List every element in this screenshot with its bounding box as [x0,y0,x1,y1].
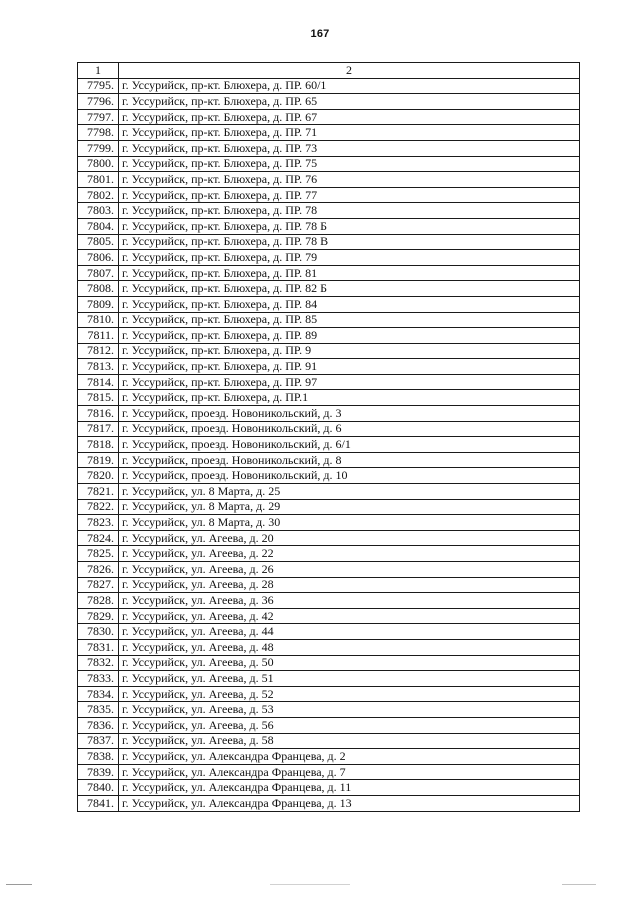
row-address: г. Уссурийск, ул. Агеева, д. 36 [119,593,580,609]
row-address: г. Уссурийск, пр-кт. Блюхера, д. ПР. 67 [119,109,580,125]
address-table [77,62,580,812]
row-number: 7818. [78,437,119,453]
row-address: г. Уссурийск, ул. Александра Францева, д. 7 [119,764,580,780]
table-row [78,639,580,655]
table-row [78,265,580,281]
row-number: 7815. [78,390,119,406]
table-row [78,780,580,796]
row-address: г. Уссурийск, ул. Агеева, д. 52 [119,686,580,702]
row-number: 7828. [78,593,119,609]
table-row [78,484,580,500]
row-address: г. Уссурийск, пр-кт. Блюхера, д. ПР. 77 [119,187,580,203]
row-address: г. Уссурийск, проезд. Новоникольский, д. 8 [119,452,580,468]
row-number: 7812. [78,343,119,359]
row-number: 7833. [78,671,119,687]
row-address: г. Уссурийск, пр-кт. Блюхера, д. ПР. 78 Б [119,218,580,234]
row-address: г. Уссурийск, ул. Агеева, д. 42 [119,608,580,624]
row-number: 7835. [78,702,119,718]
row-address: г. Уссурийск, ул. Агеева, д. 20 [119,530,580,546]
column-header-address: 2 [119,63,580,79]
row-number: 7821. [78,484,119,500]
row-number: 7822. [78,499,119,515]
table-row [78,421,580,437]
table-row [78,749,580,765]
table-row [78,374,580,390]
column-header-number: 1 [78,63,119,79]
row-number: 7831. [78,639,119,655]
table-row [78,562,580,578]
table-row [78,546,580,562]
row-address: г. Уссурийск, пр-кт. Блюхера, д. ПР. 91 [119,359,580,375]
row-address: г. Уссурийск, ул. 8 Марта, д. 30 [119,515,580,531]
row-number: 7826. [78,562,119,578]
table-row [78,328,580,344]
row-address: г. Уссурийск, ул. Агеева, д. 44 [119,624,580,640]
table-row [78,452,580,468]
row-number: 7837. [78,733,119,749]
row-number: 7810. [78,312,119,328]
row-number: 7806. [78,250,119,266]
table-row [78,94,580,110]
row-number: 7804. [78,218,119,234]
table-row [78,234,580,250]
row-address: г. Уссурийск, проезд. Новоникольский, д. 6/1 [119,437,580,453]
row-number: 7841. [78,795,119,811]
table-row [78,671,580,687]
table-row [78,359,580,375]
row-address: г. Уссурийск, ул. 8 Марта, д. 25 [119,484,580,500]
row-number: 7817. [78,421,119,437]
table-row [78,172,580,188]
row-address: г. Уссурийск, ул. Александра Францева, д. 2 [119,749,580,765]
row-address: г. Уссурийск, пр-кт. Блюхера, д. ПР. 65 [119,94,580,110]
row-address: г. Уссурийск, пр-кт. Блюхера, д. ПР. 81 [119,265,580,281]
row-number: 7800. [78,156,119,172]
row-number: 7797. [78,109,119,125]
table-row [78,468,580,484]
row-number: 7820. [78,468,119,484]
row-address: г. Уссурийск, пр-кт. Блюхера, д. ПР. 76 [119,172,580,188]
table-row [78,125,580,141]
table-row [78,733,580,749]
table-row [78,281,580,297]
row-number: 7796. [78,94,119,110]
row-number: 7825. [78,546,119,562]
table-row [78,530,580,546]
scan-artifacts [0,884,640,888]
row-number: 7811. [78,328,119,344]
row-number: 7805. [78,234,119,250]
row-number: 7834. [78,686,119,702]
row-address: г. Уссурийск, пр-кт. Блюхера, д. ПР. 9 [119,343,580,359]
row-address: г. Уссурийск, ул. Александра Францева, д. 13 [119,795,580,811]
row-number: 7801. [78,172,119,188]
row-address: г. Уссурийск, пр-кт. Блюхера, д. ПР. 84 [119,296,580,312]
table-row [78,577,580,593]
table-body [78,78,580,811]
row-number: 7839. [78,764,119,780]
row-address: г. Уссурийск, ул. Агеева, д. 56 [119,717,580,733]
row-number: 7813. [78,359,119,375]
table-row [78,343,580,359]
row-address: г. Уссурийск, ул. Агеева, д. 26 [119,562,580,578]
row-number: 7808. [78,281,119,297]
table-row [78,593,580,609]
row-number: 7840. [78,780,119,796]
row-address: г. Уссурийск, ул. Агеева, д. 22 [119,546,580,562]
table-row [78,702,580,718]
row-address: г. Уссурийск, ул. 8 Марта, д. 29 [119,499,580,515]
row-number: 7799. [78,140,119,156]
table-row [78,717,580,733]
table-row [78,78,580,94]
table-row [78,203,580,219]
row-number: 7809. [78,296,119,312]
table-row [78,655,580,671]
table-row [78,437,580,453]
row-address: г. Уссурийск, пр-кт. Блюхера, д. ПР. 75 [119,156,580,172]
table-row [78,250,580,266]
table-row [78,390,580,406]
table-row [78,499,580,515]
row-address: г. Уссурийск, ул. Агеева, д. 58 [119,733,580,749]
table-row [78,795,580,811]
row-number: 7829. [78,608,119,624]
table-header-row [78,63,580,79]
row-number: 7827. [78,577,119,593]
row-address: г. Уссурийск, пр-кт. Блюхера, д. ПР. 78 [119,203,580,219]
row-number: 7836. [78,717,119,733]
row-number: 7795. [78,78,119,94]
row-number: 7819. [78,452,119,468]
table-row [78,218,580,234]
row-number: 7830. [78,624,119,640]
table-row [78,515,580,531]
row-number: 7816. [78,406,119,422]
table-row [78,140,580,156]
row-number: 7832. [78,655,119,671]
table-row [78,312,580,328]
row-address: г. Уссурийск, пр-кт. Блюхера, д. ПР. 60/1 [119,78,580,94]
row-address: г. Уссурийск, пр-кт. Блюхера, д. ПР. 97 [119,374,580,390]
row-address: г. Уссурийск, пр-кт. Блюхера, д. ПР. 85 [119,312,580,328]
row-address: г. Уссурийск, ул. Агеева, д. 51 [119,671,580,687]
row-address: г. Уссурийск, пр-кт. Блюхера, д. ПР.1 [119,390,580,406]
row-number: 7798. [78,125,119,141]
row-address: г. Уссурийск, пр-кт. Блюхера, д. ПР. 78 В [119,234,580,250]
row-address: г. Уссурийск, ул. Агеева, д. 50 [119,655,580,671]
row-number: 7814. [78,374,119,390]
row-address: г. Уссурийск, ул. Александра Францева, д. 11 [119,780,580,796]
row-address: г. Уссурийск, пр-кт. Блюхера, д. ПР. 73 [119,140,580,156]
table-row [78,608,580,624]
row-number: 7803. [78,203,119,219]
table-row [78,296,580,312]
table-row [78,764,580,780]
table-row [78,187,580,203]
table-row [78,156,580,172]
row-number: 7807. [78,265,119,281]
row-address: г. Уссурийск, ул. Агеева, д. 48 [119,639,580,655]
row-number: 7824. [78,530,119,546]
row-number: 7823. [78,515,119,531]
row-address: г. Уссурийск, пр-кт. Блюхера, д. ПР. 89 [119,328,580,344]
table-row [78,686,580,702]
row-address: г. Уссурийск, проезд. Новоникольский, д. 3 [119,406,580,422]
table-row [78,406,580,422]
row-address: г. Уссурийск, проезд. Новоникольский, д. 10 [119,468,580,484]
row-address: г. Уссурийск, пр-кт. Блюхера, д. ПР. 71 [119,125,580,141]
row-address: г. Уссурийск, пр-кт. Блюхера, д. ПР. 82 Б [119,281,580,297]
row-address: г. Уссурийск, ул. Агеева, д. 28 [119,577,580,593]
row-address: г. Уссурийск, ул. Агеева, д. 53 [119,702,580,718]
row-number: 7838. [78,749,119,765]
table-row [78,624,580,640]
table-row [78,109,580,125]
row-address: г. Уссурийск, проезд. Новоникольский, д. 6 [119,421,580,437]
page-number: 167 [310,28,330,40]
row-address: г. Уссурийск, пр-кт. Блюхера, д. ПР. 79 [119,250,580,266]
row-number: 7802. [78,187,119,203]
